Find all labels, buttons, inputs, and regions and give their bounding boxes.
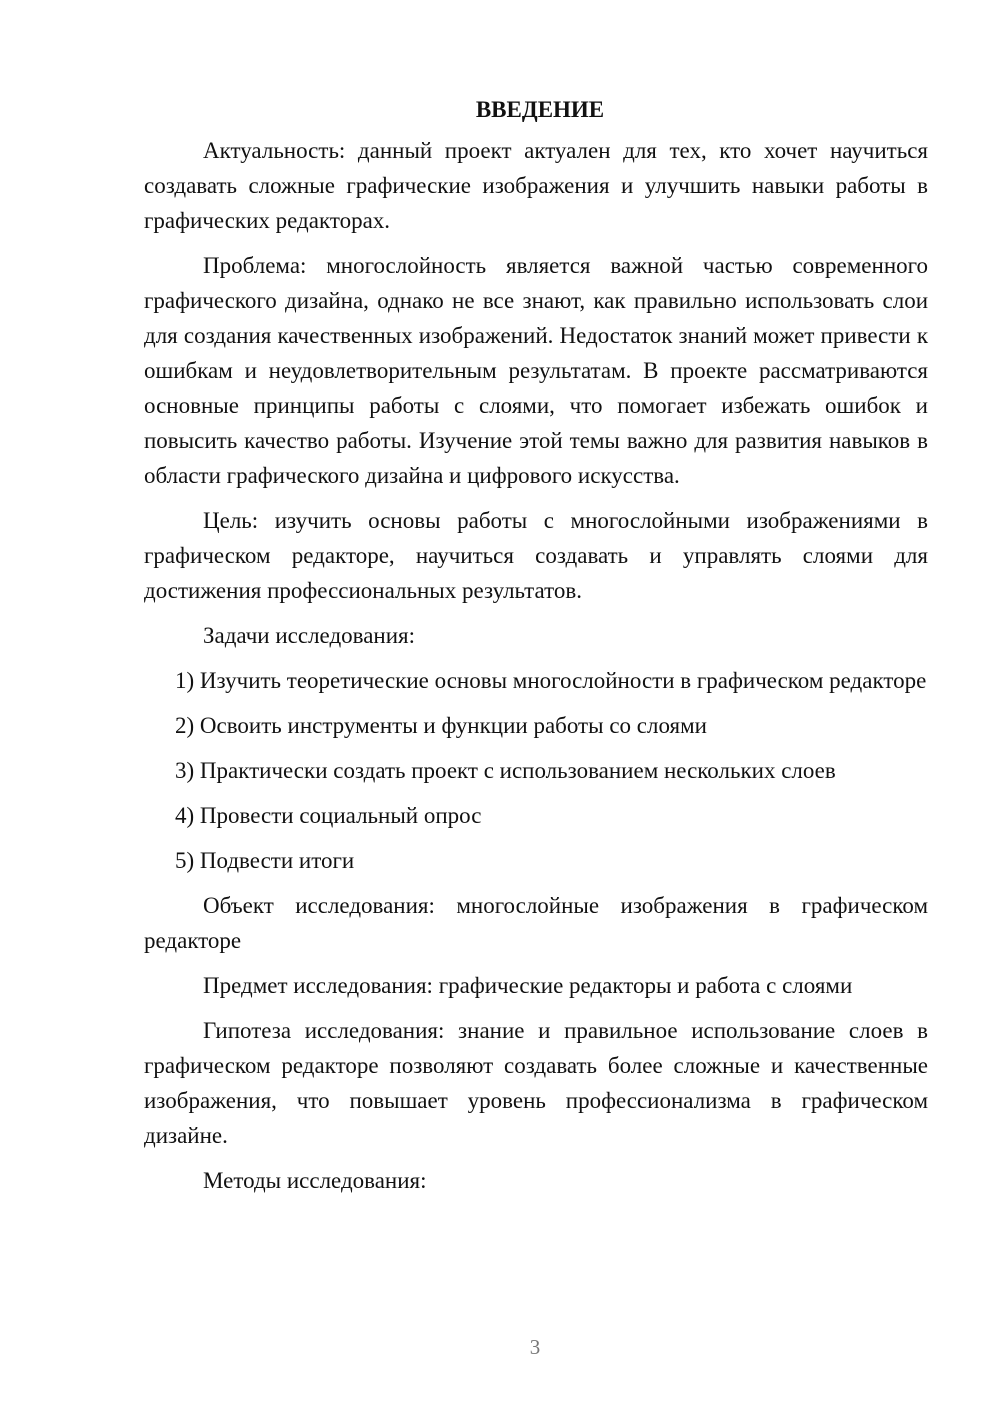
task-item-3: 3) Практически создать проект с использованием нескольких слоев [175,758,836,783]
task-item-4: 4) Провести социальный опрос [175,803,482,828]
methods-heading: Методы исследования: [203,1168,427,1193]
problem-paragraph: Проблема: многослойность является важной частью современного графического дизайна, однако не все знают, как правильно использовать слои для создания качественных изображений. Недостаток знаний может привести к ошибкам и неудовлетворительным результатам. В проекте рассматриваются основные принципы работы с слоями, что помогает избежать ошибок и повысить качество работы. Изучение этой темы важно для развития навыков в области графического дизайна и цифрового искусства. [144,253,928,488]
task-item-2: 2) Освоить инструменты и функции работы со слоями [175,713,707,738]
goal-paragraph: Цель: изучить основы работы с многослойными изображениями в графическом редакторе, научиться создавать и управлять слоями для достижения профессиональных результатов. [144,508,928,603]
subject-paragraph: Предмет исследования: графические редакторы и работа с слоями [203,973,853,998]
page-number: 3 [529,1335,541,1359]
relevance-paragraph: Актуальность: данный проект актуален для тех, кто хочет научиться создавать сложные графические изображения и улучшить навыки работы в графических редакторах. [144,138,928,233]
task-item-1: 1) Изучить теоретические основы многослойности в графическом редакторе [175,668,927,693]
page-title: ВВЕДЕНИЕ [475,97,605,122]
page-content [144,92,928,1208]
task-item-5: 5) Подвести итоги [175,848,355,873]
tasks-heading: Задачи исследования: [203,623,416,648]
object-paragraph: Объект исследования: многослойные изображения в графическом редакторе [144,893,928,953]
hypothesis-paragraph: Гипотеза исследования: знание и правильное использование слоев в графическом редакторе позволяют создавать более сложные и качественные изображения, что повышает уровень профессионализма в графическом дизайне. [144,1018,928,1148]
